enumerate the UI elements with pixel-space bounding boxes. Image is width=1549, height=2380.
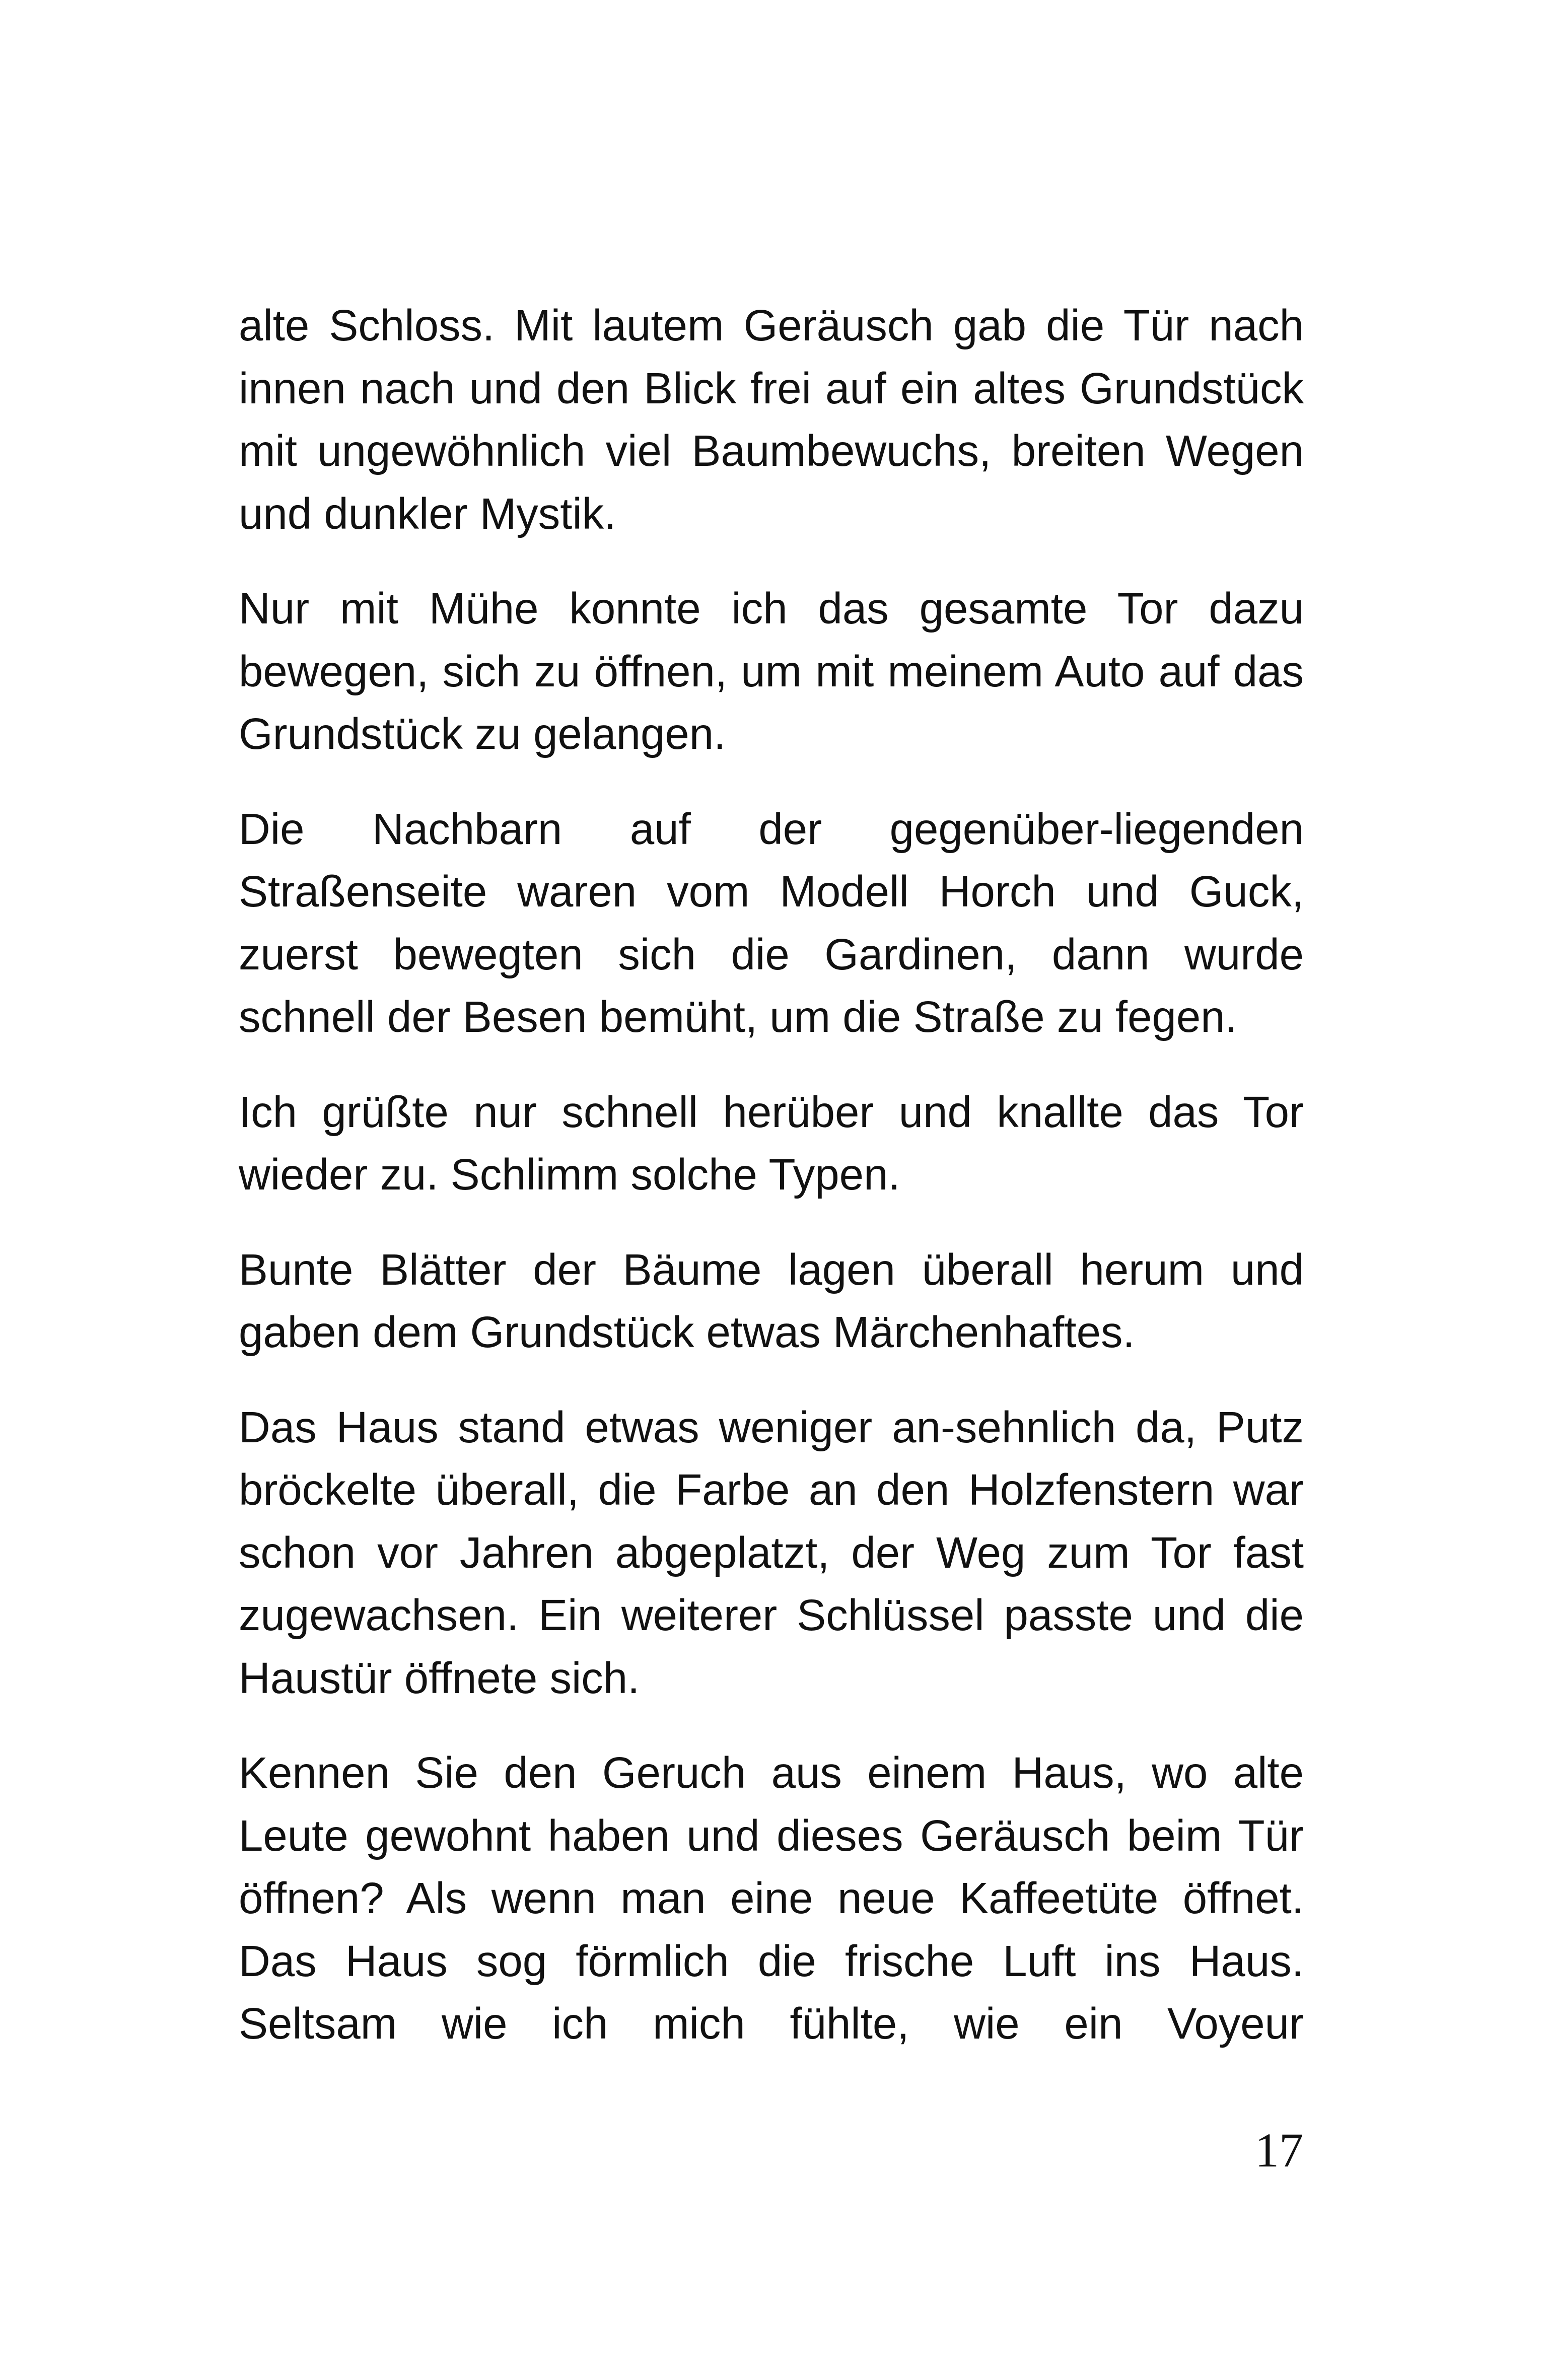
paragraph-1: alte Schloss. Mit lautem Geräusch gab die Tür nach innen nach und den Blick frei auf ein altes Grundstück mit ungewöhnlich viel Baumbewuchs, breiten Wegen und dunkler Mystik. [239,301,1304,538]
paragraph-3: Die Nachbarn auf der gegenüber-liegenden Straßenseite waren vom Modell Horch und Guck, zuerst bewegten sich die Gardinen, dann wurde schnell der Besen bemüht, um die Straße zu fegen. [239,804,1304,1041]
paragraph-4: Ich grüßte nur schnell herüber und knallte das Tor wieder zu. Schlimm solche Typen. [239,1087,1304,1199]
paragraph-5: Bunte Blätter der Bäume lagen überall herum und gaben dem Grundstück etwas Märchenhaftes. [239,1245,1304,1357]
paragraph-6: Das Haus stand etwas weniger an-sehnlich da, Putz bröckelte überall, die Farbe an den Holzfenstern war schon vor Jahren abgeplatzt, der Weg zum Tor fast zugewachsen. Ein weiterer Schlüssel passte und die Haustür öffnete sich. [239,1403,1304,1703]
paragraph-2: Nur mit Mühe konnte ich das gesamte Tor dazu bewegen, sich zu öffnen, um mit meinem Auto auf das Grundstück zu gelangen. [239,584,1304,758]
paragraph-7: Kennen Sie den Geruch aus einem Haus, wo alte Leute gewohnt haben und dieses Geräusch beim Tür öffnen? Als wenn man eine neue Kaffeetüte öffnet. Das Haus sog förmlich die frische Luft ins Haus. Seltsam wie ich mich fühlte, wie ein Voyeur [239,1748,1304,2048]
page-body-text [239,295,1304,2056]
page-number: 17 [1255,2123,1303,2177]
